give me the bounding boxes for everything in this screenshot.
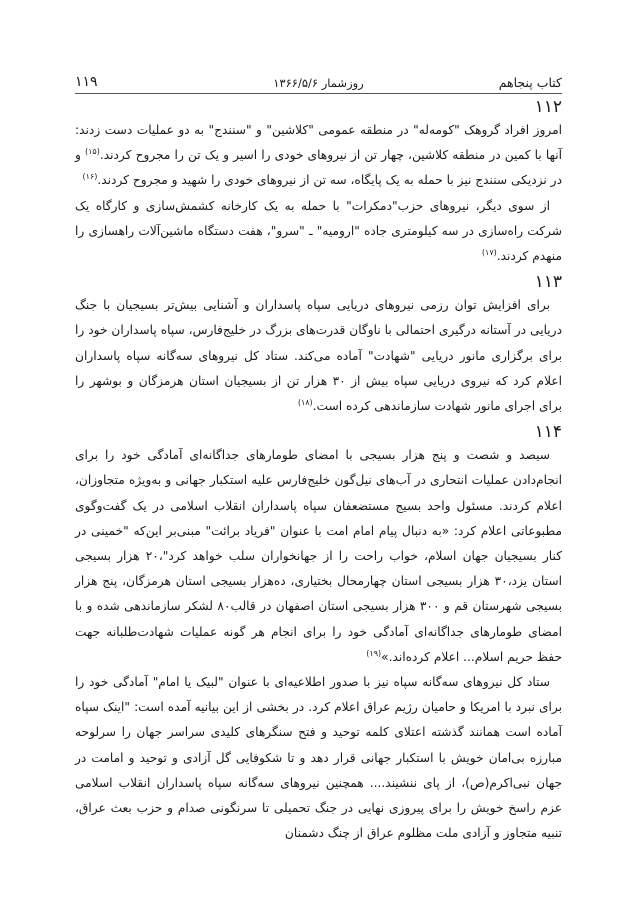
book-title: کتاب پنجاهم <box>498 75 562 90</box>
header-date: روزشمار ۱۳۶۶/۵/۶ <box>273 76 364 90</box>
paragraph-text: امروز افراد گروهک "کومه‌له" در منطقه عمومی "کلاشین" و "سنندج" به دو عملیات دست زدند: آنها با کمین در منطقه کلاشین، چهار تن از نیروهای خودی را اسیر و یک تن را مجروح کردند. <box>75 123 562 163</box>
entry-114 <box>75 421 562 846</box>
paragraph <box>75 194 562 270</box>
page-number: ۱۱۹ <box>75 74 98 90</box>
paragraph-text: و در نزدیکی سنندج نیز با حمله به یک پایگاه، سه تن از نیروهای خودی را شهید و مجروح کردند. <box>75 148 562 188</box>
entry-113 <box>75 271 562 419</box>
footnote-ref[interactable]: (۱۸) <box>297 397 313 407</box>
paragraph <box>75 293 562 419</box>
paragraph-text: از سوی دیگر، نیروهای حزب"دمکرات" با حمله به یک کارخانه کشمش‌سازی و کارگاه یک شرکت راه‌سازی در سه کیلومتری جاده "ارومیه" ـ "سرو"، هفت دستگاه ماشین‌آلات راهسازی را منهدم کردند. <box>75 198 562 264</box>
paragraph <box>75 443 562 670</box>
paragraph <box>75 670 562 846</box>
paragraph-text: برای افزایش توان رزمی نیروهای دریایی سپاه پاسداران و آشنایی بیش‌تر بسیجیان با جنگ دریایی در آستانه درگیری احتمالی با ناوگان قدرت‌های بزرگ در خلیج‌فارس، سپاه پاسداران خود را برای برگزاری مانور دریایی "شهادت" آماده می‌کند. ستاد کل نیروهای سه‌گانه سپاه پاسداران اعلام کرد که نیروی دریایی سپاه بیش از ۳۰ هزار تن از بسیجیان استان هرمزگان و بوشهر را برای اجرای مانور شهادت سازماندهی کرده است. <box>75 298 562 414</box>
footnote-ref[interactable]: (۱۵) <box>85 147 100 157</box>
entry-112 <box>75 96 562 269</box>
running-header <box>75 62 562 94</box>
paragraph-text: ستاد کل نیروهای سه‌گانه سپاه نیز با صدور اطلاعیه‌ای با عنوان "لبیک یا امام" آمادگی خود را برای نبرد با امریکا و حامیان رژیم عراق اعلام کرد. در بخشی از این بیانیه آمده است: "اینک سپاه آماده است همانند گذشته اعتلای کلمه توحید و فتح سنگرهای کلیدی سراسر جهان را سرلوحه مبارزه بی‌امان خویش با استکبار جهانی قرار دهد و تا شکوفایی گل آزادی و توحید و امامت در جهان نبی‌اکرم(ص)، از پای ننشیند.... همچنین نیروهای سه‌گانه سپاه پاسداران انقلاب اسلامی عزم راسخ خویش را برای پیروزی نهایی در جنگ تحمیلی تا سرنگونی صدام و حزب بعث عراق، تنبیه متجاوز و آزادی ملت مظلوم عراق از چنگ دشمنان <box>75 675 562 841</box>
paragraph-text: سیصد و شصت و پنج هزار بسیجی با امضای طومارهای جداگانه‌ای آمادگی خود را برای انجام‌دادن عملیات انتحاری در آب‌های نیل‌گون خلیج‌فارس علیه استکبار جهانی و به‌ویژه متجاوزان، اعلام کردند. مسئول واحد بسیج مستضعفان سپاه پاسداران انقلاب اسلامی در یک گفت‌وگوی مطبوعاتی اعلام کرد: «به دنبال پیام امام امت با عنوان "فریاد برائت" مبنی‌بر این‌که "خمینی در کنار بسیجیان جهان اسلام، خواب راحت را از جهانخواران سلب خواهد کرد"،۲۰ هزار بسیجی استان یزد،۳۰ هزار بسیجی استان چهارمحال بختیاری، ده‌هزار بسیجی استان هرمزگان، پنج هزار بسیجی شهرستان قم و ۳۰۰ هزار بسیجی استان اصفهان در قالب۸۰ لشکر سازماندهی شده و با امضای طومارهای جداگانه‌ای آمادگی خود را برای انجام هر گونه عملیات شهادت‌طلبانه جهت حفظ حریم اسلام... اعلام کرده‌اند.» <box>75 448 562 664</box>
footnote-ref[interactable]: (۱۶) <box>82 172 98 182</box>
entry-number: ۱۱۳ <box>534 272 562 293</box>
paragraph <box>75 118 562 194</box>
entry-number: ۱۱۲ <box>534 97 562 117</box>
footnote-ref[interactable]: (۱۹) <box>366 648 382 658</box>
entry-number: ۱۱۴ <box>534 422 562 443</box>
footnote-ref[interactable]: (۱۷) <box>481 247 497 257</box>
